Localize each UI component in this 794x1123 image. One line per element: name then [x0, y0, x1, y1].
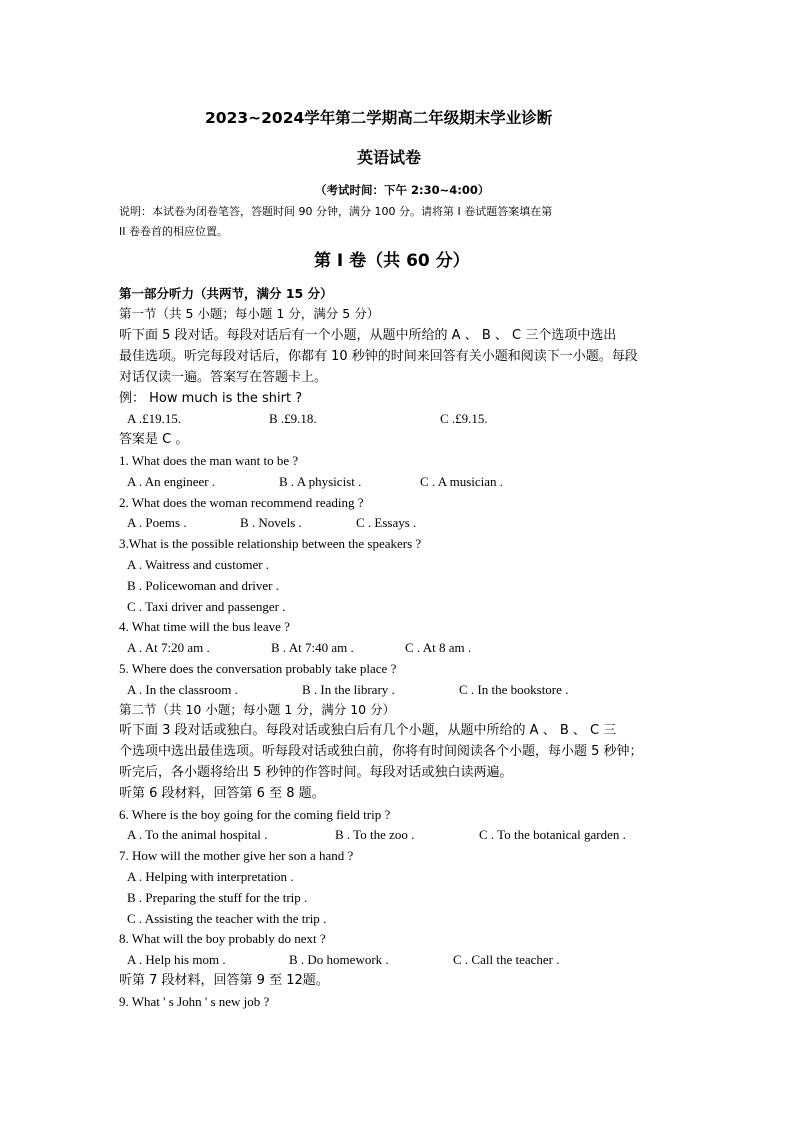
q4-option-b: B . At 7:40 am . [271, 640, 354, 655]
subject-title: 英语试卷 [357, 148, 422, 167]
section2-directions-3: 听完后，各小题将给出 5 秒钟的作答时间。每段对话或独白读两遍。 [119, 765, 513, 780]
example-option-c: C .£9.15. [440, 411, 488, 426]
question-2-stem: 2. What does the woman recommend reading ? [119, 495, 364, 510]
q6-option-c: C . To the botanical garden . [479, 827, 626, 842]
q6-option-a: A . To the animal hospital . [127, 827, 268, 842]
section1-directions-1: 听下面 5 段对话。每段对话后有一个小题，从题中所给的 A 、 B 、 C 三个选项中选出 [119, 328, 617, 343]
question-5-stem: 5. Where does the conversation probably take place ? [119, 661, 397, 676]
q5-option-c: C . In the bookstore . [459, 682, 569, 697]
q3-option-b: B . Policewoman and driver . [127, 578, 279, 593]
instructions-line-1: 说明：本试卷为闭卷笔答，答题时间 90 分钟，满分 100 分。请将第 I 卷试题答案填在第 [119, 205, 553, 218]
q6-option-b: B . To the zoo . [335, 827, 415, 842]
q1-option-c: C . A musician . [420, 474, 504, 489]
example-option-a: A .£19.15. [127, 411, 182, 426]
q4-option-c: C . At 8 am . [405, 640, 472, 655]
material-6-note: 听第 6 段材料，回答第 6 至 8 题。 [119, 786, 325, 801]
q5-option-b: B . In the library . [302, 682, 395, 697]
q7-option-b: B . Preparing the stuff for the trip . [127, 890, 308, 905]
question-9-stem: 9. What ' s John ' s new job ? [119, 994, 270, 1009]
question-3-stem: 3.What is the possible relationship between the speakers ? [119, 536, 422, 551]
question-1-stem: 1. What does the man want to be ? [119, 453, 299, 468]
part1-title: 第一部分听力（共两节，满分 15 分） [119, 286, 333, 301]
q7-option-a: A . Helping with interpretation . [127, 869, 294, 884]
example-question: 例： How much is the shirt ? [119, 391, 303, 406]
q2-option-a: A . Poems . [127, 515, 187, 530]
q8-option-a: A . Help his mom . [127, 952, 226, 967]
example-answer: 答案是 C 。 [119, 432, 189, 447]
q8-option-b: B . Do homework . [289, 952, 389, 967]
q5-option-a: A . In the classroom . [127, 682, 238, 697]
section1-title: 第一节（共 5 小题；每小题 1 分，满分 5 分） [119, 306, 380, 321]
section1-directions-2: 最佳选项。听完每段对话后，你都有 10 秒钟的时间来回答有关小题和阅读下一小题。每段 [119, 349, 638, 364]
q3-option-a: A . Waitress and customer . [127, 557, 270, 572]
question-7-stem: 7. How will the mother give her son a hand ? [119, 848, 354, 863]
section1-directions-3: 对话仅读一遍。答案写在答题卡上。 [119, 370, 328, 385]
q8-option-c: C . Call the teacher . [453, 952, 560, 967]
volume-title: 第 I 卷（共 60 分） [314, 251, 470, 271]
section2-directions-1: 听下面 3 段对话或独白。每段对话或独白后有几个小题，从题中所给的 A 、 B 、 C 三 [119, 723, 617, 738]
q4-option-a: A . At 7:20 am . [127, 640, 210, 655]
section2-directions-2: 个选项中选出最佳选项。听每段对话或独白前，你将有时间阅读各个小题，每小题 5 秒钟； [119, 744, 643, 759]
question-8-stem: 8. What will the boy probably do next ? [119, 931, 326, 946]
exam-title: 2023~2024学年第二学期高二年级期末学业诊断 [205, 109, 553, 127]
q7-option-c: C . Assisting the teacher with the trip . [127, 911, 327, 926]
q1-option-a: A . An engineer . [127, 474, 216, 489]
question-6-stem: 6. Where is the boy going for the coming field trip ? [119, 807, 391, 822]
exam-time: （考试时间：下午 2:30~4:00） [315, 183, 490, 197]
material-7-note: 听第 7 段材料，回答第 9 至 12题。 [119, 973, 329, 988]
q2-option-c: C . Essays . [356, 515, 417, 530]
question-4-stem: 4. What time will the bus leave ? [119, 619, 290, 634]
example-option-b: B .£9.18. [269, 411, 317, 426]
q3-option-c: C . Taxi driver and passenger . [127, 599, 286, 614]
instructions-line-2: II 卷卷首的相应位置。 [119, 225, 228, 238]
q1-option-b: B . A physicist . [279, 474, 362, 489]
section2-title: 第二节（共 10 小题；每小题 1 分，满分 10 分） [119, 702, 396, 717]
q2-option-b: B . Novels . [240, 515, 302, 530]
